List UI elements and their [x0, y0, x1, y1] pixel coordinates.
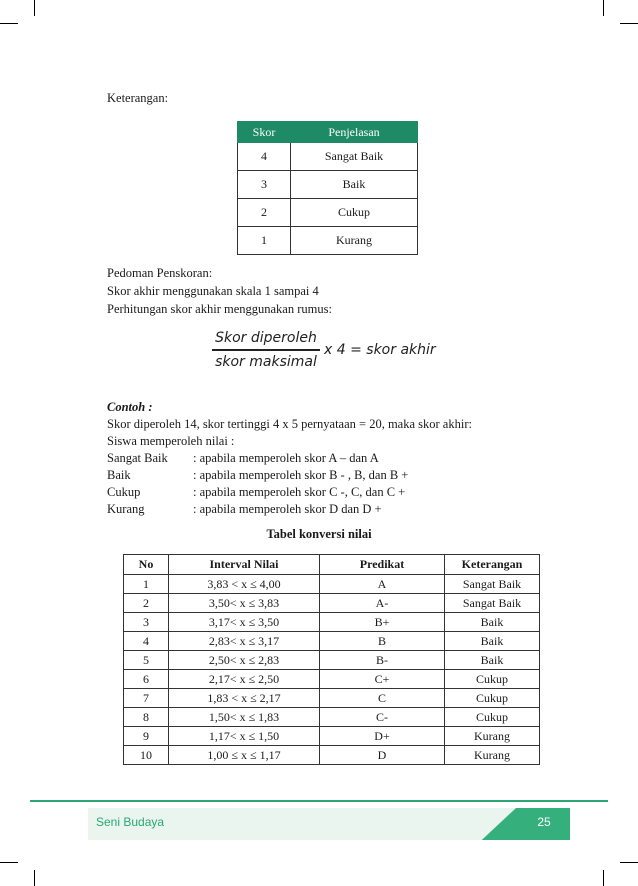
row-keterangan: Kurang	[445, 746, 540, 765]
score-description: Kurang	[291, 227, 418, 255]
crop-mark-bottom-left-h	[0, 862, 18, 863]
score-header-skor: Skor	[238, 122, 291, 143]
footer-divider	[30, 800, 608, 802]
row-predikat: C-	[320, 708, 445, 727]
row-interval: 1,50< x ≤ 1,83	[169, 708, 320, 727]
predicate-row	[107, 501, 382, 518]
row-keterangan: Cukup	[445, 708, 540, 727]
example-line: Skor diperoleh 14, skor tertinggi 4 x 5 pernyataan = 20, maka skor akhir:	[107, 417, 472, 431]
row-number: 1	[124, 575, 169, 594]
table-row	[124, 651, 540, 670]
table-row	[124, 746, 540, 765]
crop-mark-bottom-right-h	[620, 862, 638, 863]
score-table-row	[238, 171, 418, 199]
conversion-header-predikat: Predikat	[320, 555, 445, 575]
table-row	[124, 613, 540, 632]
row-keterangan: Cukup	[445, 689, 540, 708]
page-number: 25	[537, 815, 551, 829]
score-value: 4	[238, 143, 291, 171]
row-number: 2	[124, 594, 169, 613]
row-number: 3	[124, 613, 169, 632]
example-title: Contoh :	[107, 400, 153, 414]
formula-denominator: skor maksimal	[215, 353, 317, 370]
conversion-header-interval: Interval Nilai	[169, 555, 320, 575]
crop-mark-top-left-h	[0, 23, 18, 24]
predicate-description: : apabila memperoleh skor A – dan A	[193, 451, 379, 465]
table-row	[124, 594, 540, 613]
guidelines-title: Pedoman Penskoran:	[107, 266, 213, 280]
guidelines-scale-line: Skor akhir menggunakan skala 1 sampai 4	[107, 284, 319, 298]
score-description: Baik	[291, 171, 418, 199]
conversion-table	[123, 554, 540, 765]
score-description: Cukup	[291, 199, 418, 227]
row-number: 4	[124, 632, 169, 651]
row-predikat: A-	[320, 594, 445, 613]
row-interval: 1,83 < x ≤ 2,17	[169, 689, 320, 708]
score-value: 3	[238, 171, 291, 199]
row-interval: 3,17< x ≤ 3,50	[169, 613, 320, 632]
row-interval: 3,50< x ≤ 3,83	[169, 594, 320, 613]
formula-rhs: x 4 = skor akhir	[324, 341, 436, 358]
row-predikat: D	[320, 746, 445, 765]
row-interval: 2,50< x ≤ 2,83	[169, 651, 320, 670]
crop-mark-top-right-v	[603, 0, 604, 16]
row-keterangan: Cukup	[445, 670, 540, 689]
row-interval: 2,83< x ≤ 3,17	[169, 632, 320, 651]
keterangan-heading: Keterangan:	[107, 91, 169, 105]
predicate-description: : apabila memperoleh skor C -, C, dan C +	[193, 485, 406, 499]
row-interval: 1,00 ≤ x ≤ 1,17	[169, 746, 320, 765]
row-keterangan: Kurang	[445, 727, 540, 746]
table-row	[124, 708, 540, 727]
table-row	[124, 575, 540, 594]
crop-mark-top-right-h	[620, 23, 638, 24]
score-description: Sangat Baik	[291, 143, 418, 171]
table-row	[124, 727, 540, 746]
row-number: 10	[124, 746, 169, 765]
score-formula	[212, 330, 436, 370]
row-predikat: A	[320, 575, 445, 594]
conversion-header-row	[124, 555, 540, 575]
score-value: 1	[238, 227, 291, 255]
predicate-row	[107, 484, 405, 501]
predicate-label: Kurang	[107, 502, 145, 516]
predicate-label: Baik	[107, 468, 131, 482]
row-predikat: B	[320, 632, 445, 651]
crop-mark-bottom-right-v	[603, 870, 604, 886]
conversion-header-no: No	[124, 555, 169, 575]
score-table-row	[238, 143, 418, 171]
score-header-penjelasan: Penjelasan	[291, 122, 418, 143]
row-number: 7	[124, 689, 169, 708]
score-value: 2	[238, 199, 291, 227]
predicate-description: : apabila memperoleh skor B - , B, dan B +	[193, 468, 409, 482]
score-table-header-row	[238, 122, 418, 143]
row-number: 6	[124, 670, 169, 689]
score-table-row	[238, 227, 418, 255]
conversion-table-title: Tabel konversi nilai	[266, 527, 372, 541]
crop-mark-bottom-left-v	[34, 870, 35, 886]
row-number: 9	[124, 727, 169, 746]
table-row	[124, 689, 540, 708]
conversion-header-keterangan: Keterangan	[445, 555, 540, 575]
table-row	[124, 632, 540, 651]
row-predikat: D+	[320, 727, 445, 746]
predicate-row	[107, 450, 379, 467]
row-keterangan: Sangat Baik	[445, 594, 540, 613]
row-predikat: B+	[320, 613, 445, 632]
row-predikat: C+	[320, 670, 445, 689]
formula-numerator: Skor diperoleh	[215, 330, 317, 346]
row-predikat: B-	[320, 651, 445, 670]
row-predikat: C	[320, 689, 445, 708]
row-keterangan: Baik	[445, 613, 540, 632]
example-grade-intro: Siswa memperoleh nilai :	[107, 434, 235, 448]
crop-mark-top-left-v	[34, 0, 35, 16]
row-keterangan: Sangat Baik	[445, 575, 540, 594]
row-keterangan: Baik	[445, 651, 540, 670]
predicate-label: Sangat Baik	[107, 451, 168, 465]
predicate-description: : apabila memperoleh skor D dan D +	[193, 502, 382, 516]
predicate-label: Cukup	[107, 485, 141, 499]
row-number: 5	[124, 651, 169, 670]
row-interval: 3,83 < x ≤ 4,00	[169, 575, 320, 594]
guidelines-formula-intro: Perhitungan skor akhir menggunakan rumus:	[107, 302, 332, 316]
table-row	[124, 670, 540, 689]
score-legend-table	[237, 121, 418, 255]
row-keterangan: Baik	[445, 632, 540, 651]
score-table-row	[238, 199, 418, 227]
row-number: 8	[124, 708, 169, 727]
row-interval: 2,17< x ≤ 2,50	[169, 670, 320, 689]
footer-book-title: Seni Budaya	[96, 815, 165, 829]
row-interval: 1,17< x ≤ 1,50	[169, 727, 320, 746]
predicate-row	[107, 467, 408, 484]
formula-fraction	[212, 330, 320, 370]
